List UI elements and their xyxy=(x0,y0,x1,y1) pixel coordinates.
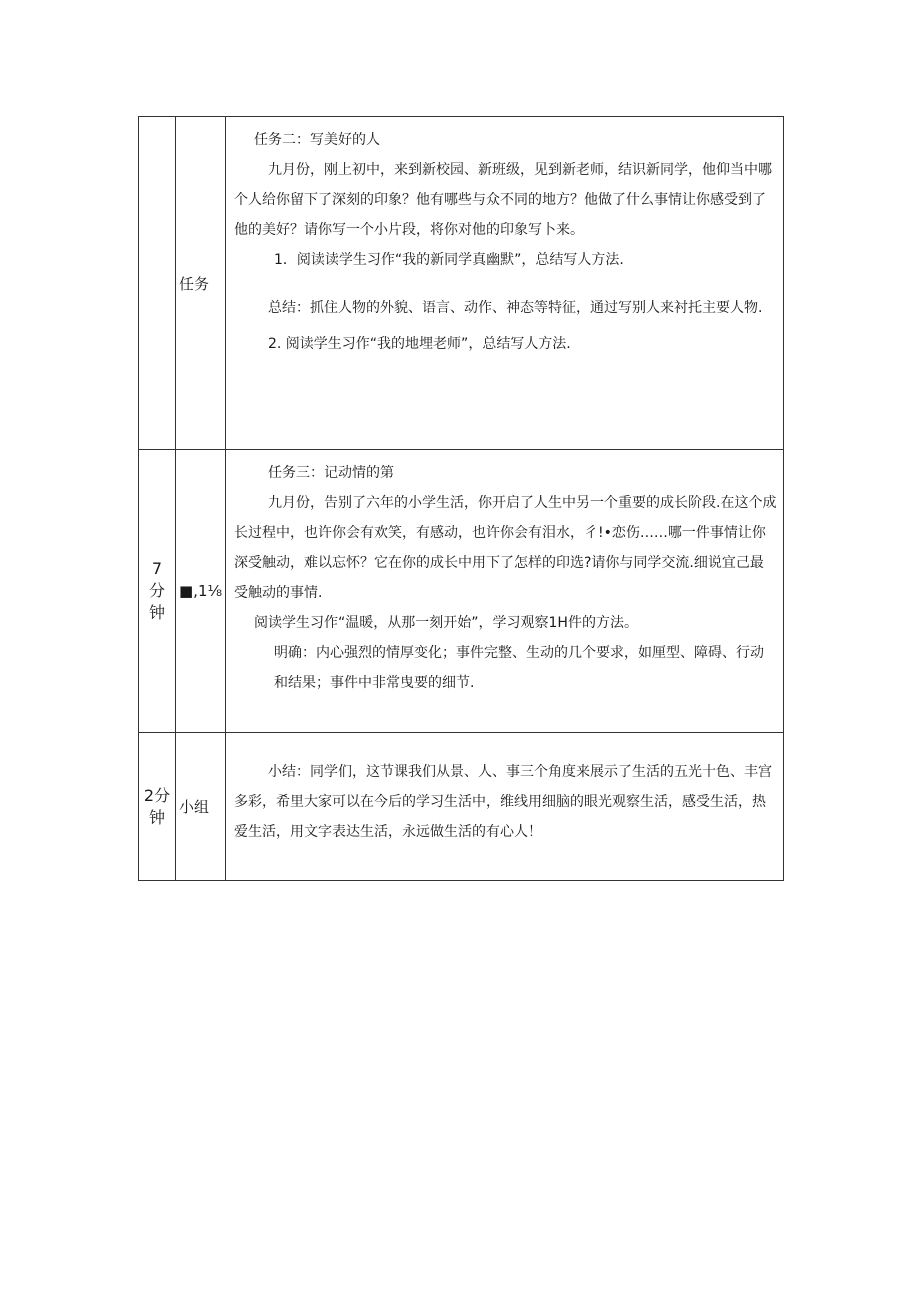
time-text: 钟 xyxy=(148,603,165,622)
time-cell xyxy=(139,450,176,733)
table-row xyxy=(139,450,784,733)
table-row xyxy=(139,117,784,450)
table-row xyxy=(139,733,784,881)
time-text: 7 xyxy=(151,559,163,578)
stage-cell xyxy=(176,733,226,881)
task-conclusion: 明确：内心强烈的情厚变化；事件完整、生动的几个要求，如厘型、障碍、行动和结果；事件中非常曳要的细节. xyxy=(274,645,764,691)
time-text: 2分 xyxy=(143,785,171,805)
task-prompt: 九月份，刚上初中，来到新校园、新班级，见到新老师，结识新同学，他仰当中哪个人给你留下了深刻的印象？他有哪些与众不同的地方？他做了什么事情让你感受到了他的美好？请你写一个小片段，将你对他的印象写卜来。 xyxy=(234,162,772,238)
task-heading: 任务三：记动情的第 xyxy=(268,465,394,481)
task-step: 1．阅读读学生习作“我的新同学真幽默”，总结写人方法. xyxy=(274,252,624,268)
stage-cell xyxy=(176,117,226,450)
task-step: 阅读学生习作“温暖，从那一刻开始”，学习观察1H件的方法。 xyxy=(254,615,638,631)
stage-cell xyxy=(176,450,226,733)
content-cell xyxy=(226,117,784,450)
stage-label: 任务 xyxy=(179,274,210,293)
time-cell xyxy=(139,117,176,450)
stage-label: ■,1⅛ xyxy=(179,582,223,600)
task-step: 2. 阅读学生习作“我的地埋老师”，总结写人方法. xyxy=(268,336,571,352)
stage-label: 小组 xyxy=(179,798,210,816)
task-heading: 任务二：写美好的人 xyxy=(254,132,380,148)
task-prompt: 九月份，告别了六年的小学生活，你开启了人生中另一个重要的成长阶段.在这个成长过程中，也许你会有欢笑，有感动，也许你会有泪水，彳!•恋伤……哪一件事情让你深受触动，难以忘怀？它在你的成长中用下了怎样的印选?请你与同学交流.细说宜己最受触动的事情. xyxy=(234,495,777,601)
lesson-plan-table xyxy=(138,116,784,881)
content-cell xyxy=(226,450,784,733)
time-text: 钟 xyxy=(148,807,165,827)
time-text: 分 xyxy=(148,581,165,600)
content-cell xyxy=(226,733,784,881)
lesson-summary: 小结：同学们，这节课我们从景、人、事三个角度来展示了生活的五光十色、丰宫多彩，希里大家可以在今后的学习生活中，维线用细脑的眼光观察生活，感受生活，热爱生活，用文字表达生活，永远做生活的有心人！ xyxy=(234,764,772,840)
time-cell xyxy=(139,733,176,881)
task-summary: 总结：抓住人物的外貌、语言、动作、神态等特征，通过写别人来衬托主要人物. xyxy=(268,300,763,316)
